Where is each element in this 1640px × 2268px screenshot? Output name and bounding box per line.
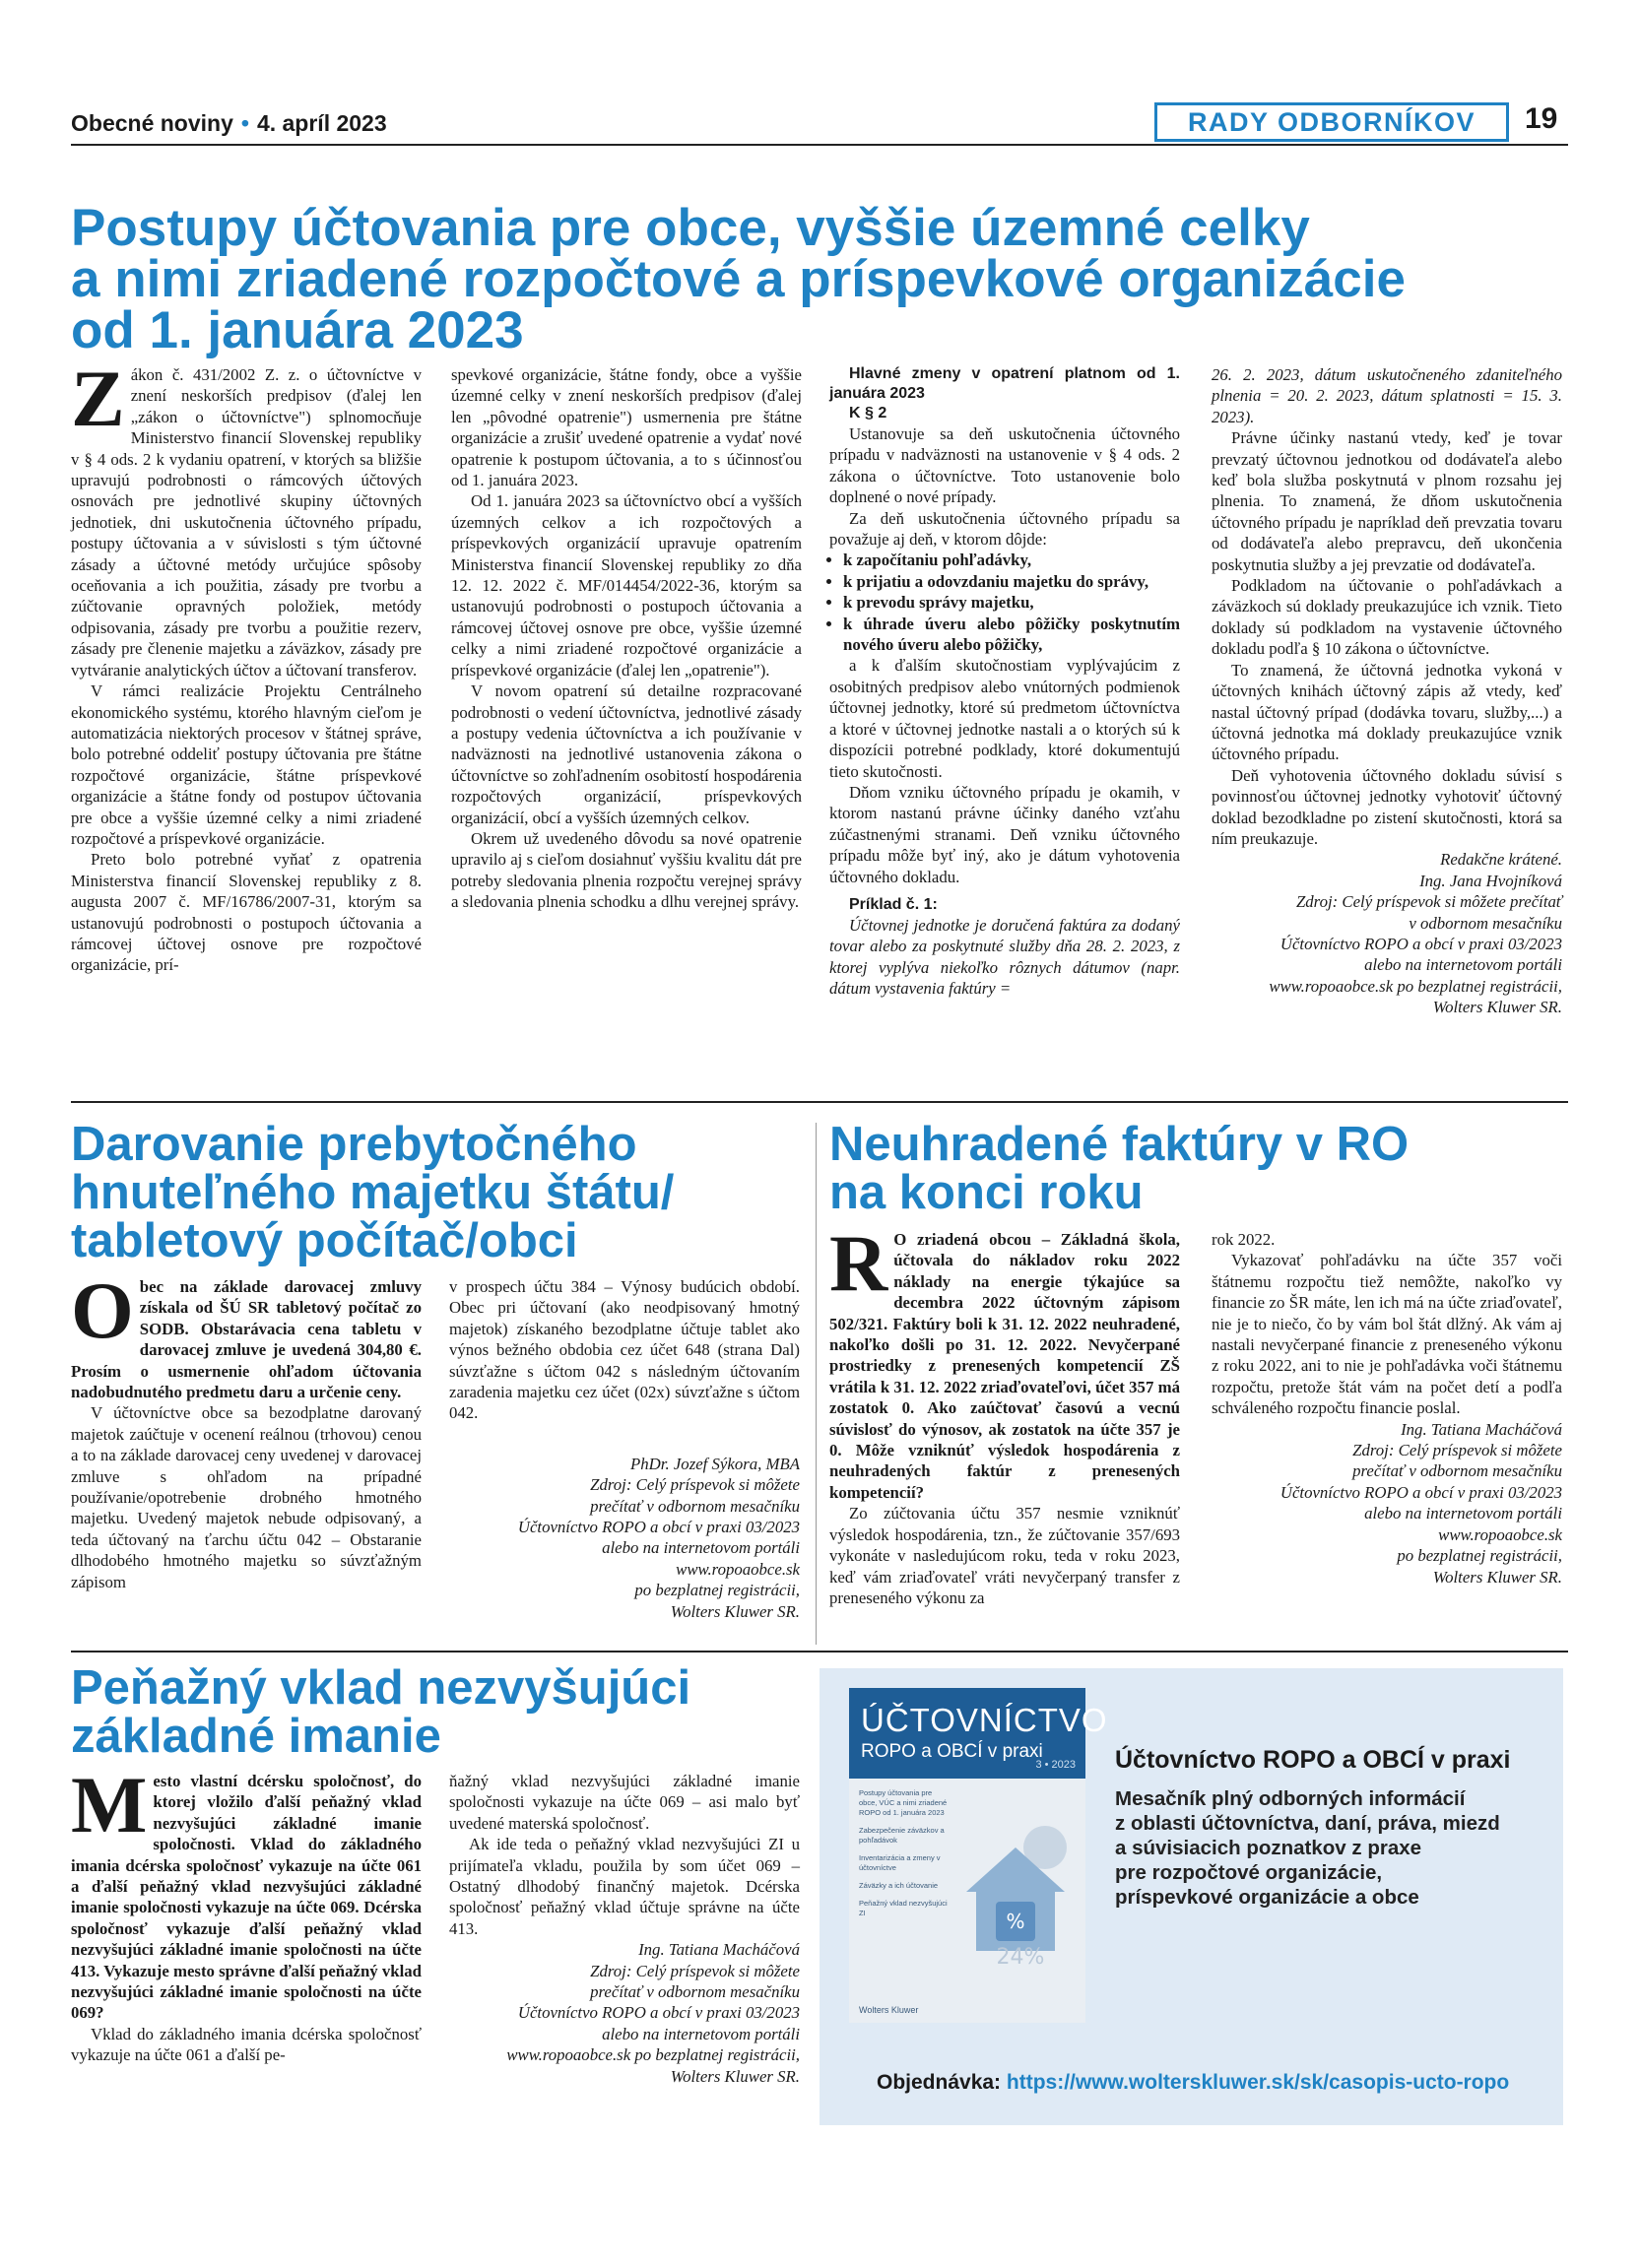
- newspaper-name: Obecné noviny: [71, 110, 233, 136]
- paragraph: v prospech účtu 384 – Výnosy budúcich období. Obec pri účtovaní (ako neodpisovaný hmotný majetok) získaného bezodplatne účtuje tablet ako výnos bežného obdobia cez účet 648 (strana Dal) súvzťažne s účtom 042 s následným účtovaním zaradenia majetku cez účet (02x) súvzťažne s účtom 042.: [449, 1277, 800, 1423]
- header-rule: [71, 144, 1568, 146]
- signature-line: po bezplatnej registrácii,: [634, 1581, 800, 1600]
- article1-column-4: [1212, 364, 1562, 1018]
- signature-line: alebo na internetovom portáli: [602, 2024, 800, 2043]
- signature-line: Wolters Kluwer SR.: [670, 2066, 800, 2086]
- signature-line: Ing. Jana Hvojníková: [1419, 871, 1562, 890]
- signature-line: www.ropoaobce.sk po bezplatnej registrácii,: [506, 2045, 800, 2065]
- article1-title: [71, 199, 1568, 359]
- signature-line: Účtovníctvo ROPO a obcí v praxi 03/2023: [517, 2003, 800, 2023]
- issue-date: 4. apríl 2023: [256, 110, 387, 136]
- signature-line: www.ropoaobce.sk: [676, 1559, 800, 1579]
- dropcap: R: [829, 1218, 888, 1308]
- article1-title-line: od 1. januára 2023: [71, 301, 524, 359]
- section-divider: [71, 1101, 1568, 1103]
- cover-subtitle: ROPO a OBCÍ v praxi: [861, 1741, 1043, 1762]
- article4-title: [71, 1661, 800, 1763]
- paragraph: Za deň uskutočnenia účtovného prípadu sa považuje aj deň, v ktorom dôjde:: [829, 508, 1180, 550]
- paragraph: V rámci realizácie Projektu Centrálneho ekonomického systému, ktorého hlavným cieľom je automatizácia niektorých procesov v štátnej správe, bolo potrebné oddeliť postupy účtovania pre štátne rozpočtové organizácie, štátne príspevkové organizácie a štátne fondy od postupov účtovania pre obce a vyššie územné celky a nimi zriadené rozpočtové a príspevkové organizácie.: [71, 681, 422, 848]
- signature-line: po bezplatnej registrácii,: [1397, 1546, 1562, 1566]
- house-illustration-icon: [951, 1818, 1080, 1966]
- list-item: • k prevodu správy majetku,: [843, 592, 1180, 613]
- signature-line: Zdroj: Celý príspevok si môžete: [1352, 1441, 1562, 1460]
- paragraph: Dňom vzniku účtovného prípadu je okamih, v ktorom nastanú právne účinky daného vzťahu zúčastnenými stranami. Deň vzniku účtovného prípadu môže byť iný, ako je dátum vyhotovenia účtovného dokladu.: [829, 782, 1180, 886]
- article3-title-line: na konci roku: [829, 1166, 1144, 1219]
- signature-line: Zdroj: Celý príspevok si môžete: [590, 1475, 800, 1495]
- article4-column-1: [71, 1760, 422, 2066]
- cover-issue: 3 • 2023: [1035, 1759, 1076, 1771]
- paragraph: Zo zúčtovania účtu 357 nesmie vzniknúť výsledok hospodárenia, tzn., že zúčtovanie 357/693 vykonáte v nasledujúcom roku, teda v roku 2023, keď vám zriaďovateľ vráti nevyčerpaný transfer z preneseného výkonu za: [829, 1504, 1180, 1607]
- signature-line: Účtovníctvo ROPO a obcí v praxi 03/2023: [1279, 1482, 1562, 1502]
- section-label: RADY ODBORNÍKOV: [1154, 102, 1509, 142]
- article1-column-2: [451, 364, 802, 913]
- paragraph: ákon č. 431/2002 Z. z. o účtovníctve v znení neskorších predpisov (ďalej len „zákon o účtovníctve") splnomocňuje Ministerstvo financií Slovenskej republiky v § 4 ods. 2 k vydaniu opatrení, v ktorých sa bližšie upravujú podrobnosti o rámcových účtových osnovách pre jednotlivé skupiny účtovných jednotiek, dni uskutočnenia účtovného prípadu, postupy účtovania a v súvislosti s tým účtovné zásady a účtovné metódy určujúce spôsoby oceňovania a ich použitia, zásady pre tvorbu a zúčtovanie opravných položiek, metódy odpisovania, zásady pre tvorbu a použitie rezerv, zásady pre členenie majetku a záväzkov, zásady pre vytváranie analytických účtov a účtovaní transferov.: [71, 365, 422, 680]
- signature-line: prečítať v odbornom mesačníku: [590, 1982, 800, 2002]
- svg-text:24%: 24%: [996, 1945, 1045, 1966]
- signature-line: prečítať v odbornom mesačníku: [1352, 1461, 1562, 1481]
- cover-toc-item: Postupy účtovania pre obce, VÚC a nimi zriadené ROPO od 1. januára 2023: [859, 1788, 948, 1817]
- article2-column-1: [71, 1265, 422, 1592]
- paragraph: Vklad do základného imania dcérska spoločnosť vykazuje na účte 061 a ďalší pe-: [71, 2024, 422, 2065]
- article1-title-line: a nimi zriadené rozpočtové a príspevkové organizácie: [71, 250, 1406, 308]
- signature-line: Zdroj: Celý príspevok si môžete prečítať: [1295, 892, 1562, 912]
- list-item: • k prijatiu a odovzdaniu majetku do správy,: [843, 571, 1180, 592]
- paragraph: Právne účinky nastanú vtedy, keď je tovar prevzatý účtovnou jednotkou od dodávateľa alebo keď bola služba poskytnutá v plnom rozsahu jej plnenia. To znamená, že dňom uskutočnenia účtovného prípadu je napríklad deň prevzatia tovaru od dodávateľa alebo prepravcu, deň ukončenia poskytnutia služby a jej prevzatie od dodávateľa.: [1212, 428, 1562, 574]
- paragraph: ňažný vklad nezvyšujúci základné imanie spoločnosti vykazuje na účte 069 – asi malo byť uvedené materská spoločnosť.: [449, 1772, 800, 1833]
- example-heading: Príklad č. 1:: [849, 895, 938, 913]
- promo-title: Účtovníctvo ROPO a OBCÍ v praxi: [1115, 1746, 1511, 1774]
- magazine-cover[interactable]: [849, 1688, 1108, 2023]
- article2-signature: [449, 1454, 800, 1622]
- example-text: Účtovnej jednotke je doručená faktúra za dodaný tovar alebo za poskytnuté služby dňa 28. 2. 2023, z ktorej vyplýva niekoľko rôznych dátumov (napr. dátum vystavenia faktúry =: [829, 915, 1180, 999]
- signature-line: Ing. Tatiana Macháčová: [638, 1940, 800, 1960]
- paragraph: a k ďalším skutočnostiam vyplývajúcim z osobitných predpisov alebo vnútorných podmienok účtovnej jednotky, ktoré sú predmetom účtovníctva a ktoré v účtovnej jednotke nastali a o ktorých sú k dispozícii potrebné podklady, ktoré dokumentujú tieto skutočnosti.: [829, 656, 1180, 781]
- signature-line: Wolters Kluwer SR.: [1432, 998, 1562, 1017]
- signature-line: prečítať v odbornom mesačníku: [590, 1496, 800, 1516]
- article1-title-line: Postupy účtovania pre obce, vyššie územné celky: [71, 199, 1310, 257]
- article2-title-line: Darovanie prebytočného: [71, 1118, 637, 1171]
- svg-text:%: %: [1006, 1910, 1025, 1933]
- signature-line: www.ropoaobce.sk po bezplatnej registrácii,: [1269, 976, 1562, 996]
- paragraph: Ak ide teda o peňažný vklad nezvyšujúci ZI u prijímateľa vkladu, použila by som účet 069 – Ostatný dlhodobý finančný majetok. Dcérska spoločnosť peňažný vklad účtuje správne na účte 413.: [449, 1835, 800, 1938]
- section-reference: K § 2: [849, 405, 887, 421]
- article3-column-2: [1212, 1229, 1562, 1588]
- paragraph: To znamená, že účtovná jednotka vykoná v účtovných knihách účtovný zápis až vtedy, keď nastal účtovný prípad (dodávka tovaru, služby,...) a účtovná jednotka má doklady preukazujúce vznik účtovného prípadu.: [1212, 660, 1562, 764]
- paragraph: V novom opatrení sú detailne rozpracované podrobnosti o vedení účtovníctva, jednotlivé zásady a postupy vedenia účtovníctva a ich používanie v nadväznosti na jednotlivé ustanovenia zákona o účtovníctve so zohľadnením osobitostí hospodárenia rozpočtových organizácií, príspevkových organizácií, obcí a vyšších územných celkov.: [451, 681, 802, 827]
- article3-signature: [1212, 1419, 1562, 1588]
- signature-line: Zdroj: Celý príspevok si môžete: [590, 1961, 800, 1980]
- article1-column-3: [829, 364, 1180, 1000]
- article2-column-2: [449, 1276, 800, 1622]
- section-divider: [71, 1651, 1568, 1652]
- column-divider: [816, 1123, 817, 1645]
- cover-publisher: Wolters Kluwer: [859, 2005, 919, 2015]
- article2-title-line: hnuteľného majetku štátu/: [71, 1166, 675, 1219]
- bullet-list: [829, 550, 1180, 655]
- article3-title-line: Neuhradené faktúry v RO: [829, 1118, 1410, 1171]
- paragraph: rok 2022.: [1212, 1230, 1276, 1249]
- list-item: • k úhrade úveru alebo pôžičky poskytnutím nového úveru alebo pôžičky,: [843, 614, 1180, 656]
- signature-line: Redakčne krátené.: [1440, 850, 1562, 870]
- cover-toc-item: Zabezpečenie záväzkov a pohľadávok: [859, 1826, 945, 1845]
- paragraph: Podkladom na účtovanie o pohľadávkach a záväzkoch sú doklady preukazujúce ich vznik. Tieto doklady sú podkladom na vystavenie účtovného dokladu podľa § 10 zákona o účtovníctve.: [1212, 576, 1562, 659]
- dropcap: Z: [71, 354, 125, 443]
- cover-toc-item: Inventarizácia a zmeny v účtovníctve: [859, 1853, 941, 1872]
- paragraph: spevkové organizácie, štátne fondy, obce a vyššie územné celky v znení neskorších predpisov (ďalej len „pôvodné opatrenie") usmernenia pre štátne organizácie a zrušiť uvedené opatrenie a vydať nové opatrenie k postupom účtovania, a to s účinnosťou od 1. januára 2023.: [451, 365, 802, 490]
- masthead: [71, 110, 387, 137]
- promo-description-line: príspevkové organizácie a obce: [1115, 1886, 1419, 1909]
- signature-line: alebo na internetovom portáli: [1364, 1504, 1562, 1523]
- signature-line: Účtovníctvo ROPO a obcí v praxi 03/2023: [1279, 934, 1562, 953]
- paragraph: Od 1. januára 2023 sa účtovníctvo obcí a vyšších územných celkov a ich rozpočtových a príspevkových organizácií upravuje opatrením Ministerstva financií Slovenskej republiky zo dňa 12. 12. 2022 č. MF/014454/2022-36, ktorým sa ustanovujú podrobnosti o postupoch účtovania a rámcovej účtovej osnove pre obce, vyššie územné celky a nimi zriadené rozpočtové organizácie a príspevkové organizácie (ďalej len „opatrenie").: [451, 491, 802, 680]
- article4-signature: [449, 1939, 800, 2087]
- cover-toc-item: Peňažný vklad nezvyšujúci ZI: [859, 1899, 948, 1917]
- article2-title-line: tabletový počítač/obci: [71, 1214, 578, 1267]
- promo-description: [1115, 1786, 1539, 1910]
- separator-dot: •: [240, 110, 249, 136]
- article2-title: [71, 1118, 741, 1267]
- paragraph: Deň vyhotovenia účtovného dokladu súvisí s povinnosťou účtovnej jednotky vyhotoviť účtovný doklad bezodkladne po zistení skutočnosti, ktorá sa ním preukazuje.: [1212, 765, 1562, 848]
- paragraph: Vykazovať pohľadávku na účte 357 voči štátnemu rozpočtu tiež nemôžte, nakoľko vy financie zo ŠR máte, len ich má na účte zriaďovateľ, nie je to niečo, čo by vám bol štát dlžný. Ak vám aj nastali nevyčerpané financie z preneseného výkonu z roku 2022, ani to nie je pohľadávka voči štátnemu rozpočtu, pretože štát vám na počet detí a podľa schváleného rozpočtu financie poslal.: [1212, 1251, 1562, 1418]
- cover-toc-item: Záväzky a ich účtovanie: [859, 1881, 939, 1890]
- signature-line: Účtovníctvo ROPO a obcí v praxi 03/2023: [517, 1518, 800, 1537]
- page-number: 19: [1525, 102, 1558, 135]
- promo-description-line: z oblasti účtovníctva, daní, práva, miezd: [1115, 1812, 1500, 1835]
- article1-column-1: [71, 354, 422, 976]
- dropcap: O: [71, 1265, 134, 1355]
- cover-title: ÚČTOVNÍCTVO: [861, 1702, 1108, 1738]
- promo-description-line: pre rozpočtové organizácie,: [1115, 1861, 1383, 1884]
- paragraph: Preto bolo potrebné vyňať z opatrenia Ministerstva financií Slovenskej republiky z 8. augusta 2007 č. MF/16786/2007-31, ktorým sa ustanovujú podrobnosti o postupoch účtovania a rámcovej účtovej osnove pre rozpočtové organizácie, prí-: [71, 850, 422, 975]
- question: bec na základe darovacej zmluvy získala od ŠÚ SR tabletový počítač zo SODB. Obstarávacia cena tabletu v darovacej zmluve je uvedená 304,80 €. Prosím o usmernenie ohľadom účtovania nadobudnutého predmetu daru a určenie ceny.: [71, 1277, 422, 1402]
- order-label: Objednávka:: [877, 2071, 1002, 2094]
- question: esto vlastní dcérsku spoločnosť, do ktorej vložilo ďalší peňažný vklad nezvyšujúci základné imanie spoločnosti. Vklad do základného imania dcérska spoločnosť vykazuje na účte 061 a ďalší peňažný vklad nezvyšujúci základné imanie spoločnosti vykazuje na účte 069. Dcérska spoločnosť vykazuje ďalší peňažný vklad nezvyšujúci základné imanie spoločnosti na účte 413. Vykazuje mesto správne ďalší peňažný vklad nezvyšujúci základné imanie spoločnosti na účte 069?: [71, 1772, 422, 2023]
- order-line: [877, 2071, 1509, 2095]
- example-text: 26. 2. 2023, dátum uskutočneného zdaniteľného plnenia = 20. 2. 2023, dátum splatnosti = 15. 3. 2023).: [1212, 365, 1562, 426]
- list-item: • k započítaniu pohľadávky,: [843, 550, 1180, 570]
- question: O zriadená obcou – Základná škola, účtovala do nákladov roku 2022 náklady na energie týkajúce sa decembra 2022 účtovným zápisom 502/321. Faktúry boli k 31. 12. 2022 neuhradené, nakoľko došli po 31. 12. 2022. Nevyčerpané prostriedky z prenesených kompetencií ZŠ vrátila k 31. 12. 2022 zriaďovateľovi, účet 357 má zostatok 0. Ako zaúčtovať časovú a vecnú súvislosť do výnosov, ak zostatok na účte 357 je 0. Môže vzniknúť výsledok hospodárenia z neuhradených faktúr z prenesených kompetencií?: [829, 1230, 1180, 1502]
- article3-title: [829, 1118, 1558, 1219]
- signature-line: Wolters Kluwer SR.: [1432, 1567, 1562, 1587]
- signature-line: alebo na internetovom portáli: [1364, 955, 1562, 975]
- article4-title-line: Peňažný vklad nezvyšujúci: [71, 1661, 691, 1715]
- article4-column-2: [449, 1771, 800, 2087]
- paragraph: Okrem už uvedeného dôvodu sa nové opatrenie upravilo aj s cieľom dosiahnuť vyššiu kvalitu dát pre potreby sledovania plnenia rozpočtu verejnej správy a sledovania plnenia schodku a dlhu verejnej správy.: [451, 828, 802, 912]
- paragraph: Ustanovuje sa deň uskutočnenia účtovného prípadu v nadväznosti na ustanovenie v § 4 ods. 2 zákona o účtovníctve. Toto ustanovenie bolo doplnené o nové prípady.: [829, 424, 1180, 507]
- paragraph: V účtovníctve obce sa bezodplatne darovaný majetok zaúčtuje v ocenení reálnou (trhovou) cenou a to na základe darovacej ceny uvedenej v darovacej zmluve s ohľadom na prípadné používanie/opotrebenie drobného hmotného majetku. Uvedený majetok nebude odpisovaný, a teda účtovaný na ťarchu účtu 042 – Obstaranie dlhodobého hmotného majetku so súvzťažným zápisom: [71, 1403, 422, 1591]
- order-link[interactable]: https://www.wolterskluwer.sk/sk/casopis-ucto-ropo: [1006, 2071, 1510, 2094]
- signature-line: Ing. Tatiana Macháčová: [1401, 1419, 1562, 1439]
- subheading: Hlavné zmeny v opatrení platnom od 1. januára 2023: [829, 365, 1180, 402]
- article3-column-1: [829, 1218, 1180, 1608]
- cover-body: [849, 1779, 1085, 2023]
- signature-line: www.ropoaobce.sk: [1438, 1524, 1562, 1544]
- article1-signature: [1212, 849, 1562, 1017]
- article4-title-line: základné imanie: [71, 1710, 441, 1763]
- dropcap: M: [71, 1760, 148, 1849]
- promo-description-line: Mesačník plný odborných informácií: [1115, 1787, 1466, 1810]
- signature-line: PhDr. Jozef Sýkora, MBA: [630, 1454, 800, 1473]
- signature-line: alebo na internetovom portáli: [602, 1538, 800, 1558]
- signature-line: v odbornom mesačníku: [1409, 913, 1562, 933]
- cover-contents: [859, 1788, 948, 1918]
- signature-line: Wolters Kluwer SR.: [670, 1601, 800, 1621]
- promo-description-line: a súvisiacich poznatkov z praxe: [1115, 1837, 1422, 1859]
